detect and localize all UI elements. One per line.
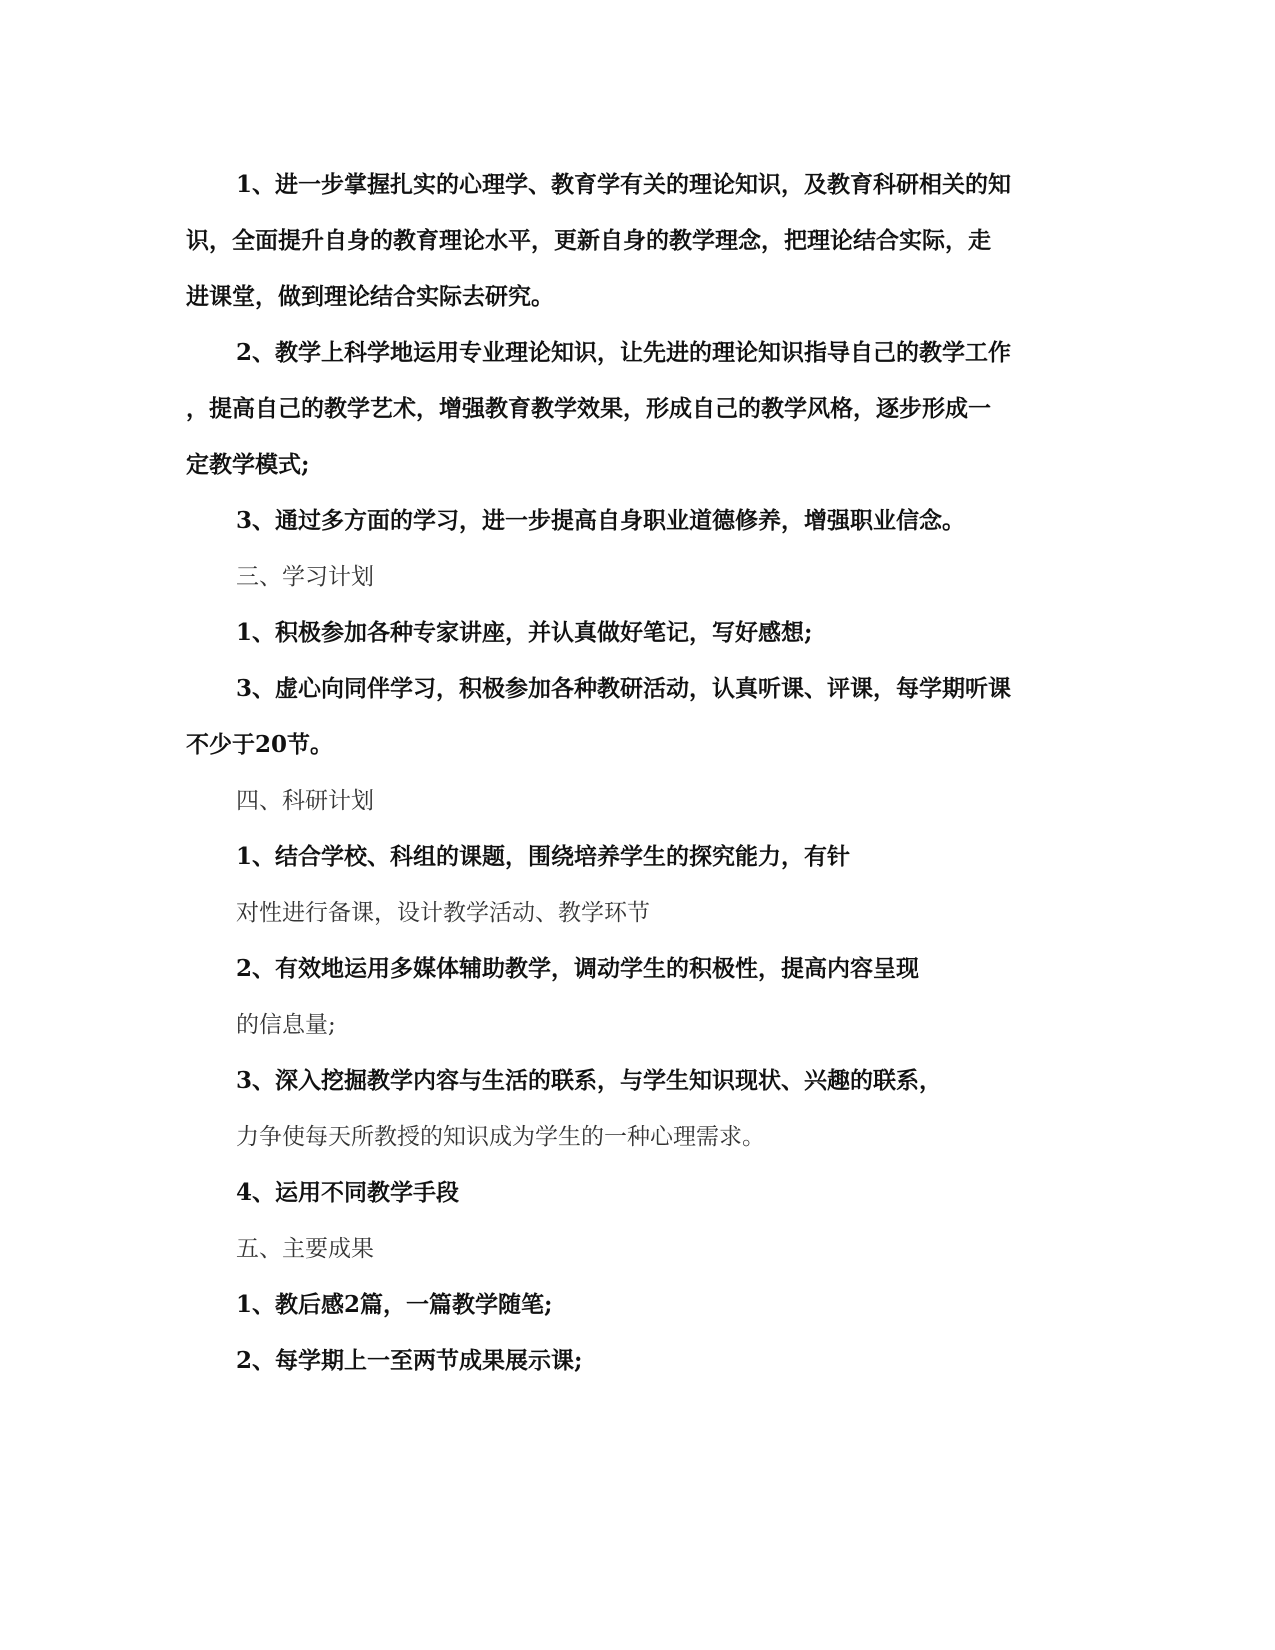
paragraph-line: 2、教学上科学地运用专业理论知识，让先进的理论知识指导自己的教学工作: [236, 339, 1012, 366]
paragraph-line: 定教学模式;: [186, 451, 310, 478]
section-heading: 三、学习计划: [236, 564, 374, 590]
paragraph-line: 3、通过多方面的学习，进一步提高自身职业道德修养，增强职业信念。: [236, 507, 966, 534]
paragraph-line: 4、运用不同教学手段: [236, 1179, 460, 1206]
section-heading: 四、科研计划: [236, 788, 374, 814]
paragraph-line: 3、虚心向同伴学习，积极参加各种教研活动，认真听课、评课，每学期听课: [236, 675, 1012, 702]
paragraph-line: 的信息量;: [236, 1012, 336, 1038]
paragraph-line: 1、积极参加各种专家讲座，并认真做好笔记，写好感想;: [236, 619, 813, 646]
paragraph-line: 3、深入挖掘教学内容与生活的联系，与学生知识现状、兴趣的联系，: [236, 1067, 943, 1094]
paragraph-line: 力争使每天所教授的知识成为学生的一种心理需求。: [236, 1124, 765, 1150]
paragraph-line: 2、有效地运用多媒体辅助教学，调动学生的积极性，提高内容呈现: [236, 955, 920, 982]
paragraph-line: 1、进一步掌握扎实的心理学、教育学有关的理论知识，及教育科研相关的知: [236, 171, 1012, 198]
section-heading: 五、主要成果: [236, 1236, 374, 1262]
paragraph-line: 进课堂，做到理论结合实际去研究。: [186, 283, 554, 310]
paragraph-line: 对性进行备课，设计教学活动、教学环节: [236, 900, 650, 926]
paragraph-line: 识，全面提升自身的教育理论水平，更新自身的教学理念，把理论结合实际，走: [186, 227, 991, 254]
paragraph-line: 不少于20节。: [186, 731, 334, 758]
paragraph-line: 1、结合学校、科组的课题，围绕培养学生的探究能力，有针: [236, 843, 851, 870]
paragraph-line: 1、教后感2篇，一篇教学随笔;: [236, 1291, 553, 1318]
paragraph-line: 2、每学期上一至两节成果展示课;: [236, 1347, 583, 1374]
paragraph-line: ，提高自己的教学艺术，增强教育教学效果，形成自己的教学风格，逐步形成一: [186, 395, 991, 422]
